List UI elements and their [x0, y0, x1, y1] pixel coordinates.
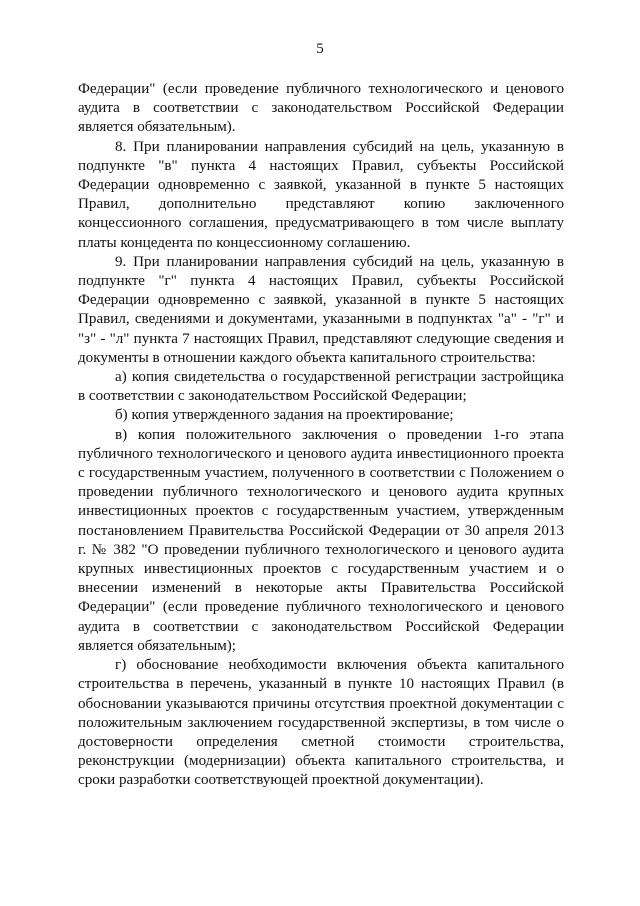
subparagraph-v: в) копия положительного заключения о проведении 1-го этапа публичного технологического и ценового аудита инвестиционного проекта с государственным участием, полученного в соответствии с Положением о проведении публичного технологического и ценового аудита крупных инвестиционных проектов с государственным участием, утвержденным постановлением Правительства Российской Федерации от 30 апреля 2013 г. № 382 "О проведении публичного технологического и ценового аудита крупных инвестиционных проектов с государственным участием и о внесении изменений в некоторые акты Правительства Российской Федерации" (если проведение публичного технологического и ценового аудита в соответствии с законодательством Российской Федерации является обязательным);: [78, 426, 564, 654]
paragraph-9: 9. При планировании направления субсидий на цель, указанную в подпункте "г" пункта 4 настоящих Правил, субъекты Российской Федерации одновременно с заявкой, указанной в пункте 5 настоящих Правил, сведениями и документами, указанными в подпунктах "а" - "г" и "з" - "л" пункта 7 настоящих Правил, представляют следующие сведения и документы в отношении каждого объекта капитального строительства:: [78, 253, 564, 366]
paragraph-8: 8. При планировании направления субсидий на цель, указанную в подпункте "в" пункта 4 настоящих Правил, субъекты Российской Федерации одновременно с заявкой, указанной в пункте 5 настоящих Правил, дополнительно представляют копию заключенного концессионного соглашения, предусматривающего в том числе выплату платы концедента по концессионному соглашению.: [78, 138, 564, 251]
paragraph-continuation: Федерации" (если проведение публичного технологического и ценового аудита в соответствии с законодательством Российской Федерации является обязательным).: [78, 81, 564, 136]
page-number: 5: [316, 41, 324, 57]
subparagraph-b: б) копия утвержденного задания на проектирование;: [115, 407, 454, 424]
subparagraph-a: а) копия свидетельства о государственной регистрации застройщика в соответствии с законодательством Российской Федерации;: [78, 369, 564, 405]
document-body: [78, 80, 564, 791]
subparagraph-g: г) обоснование необходимости включения объекта капитального строительства в перечень, указанный в пункте 10 настоящих Правил (в обосновании указываются причины отсутствия проектной документации с положительным заключением государственной экспертизы, в том числе о достоверности определения сметной стоимости строительства, реконструкции (модернизации) объекта капитального строительства, и сроки разработки соответствующей проектной документации).: [78, 657, 564, 789]
